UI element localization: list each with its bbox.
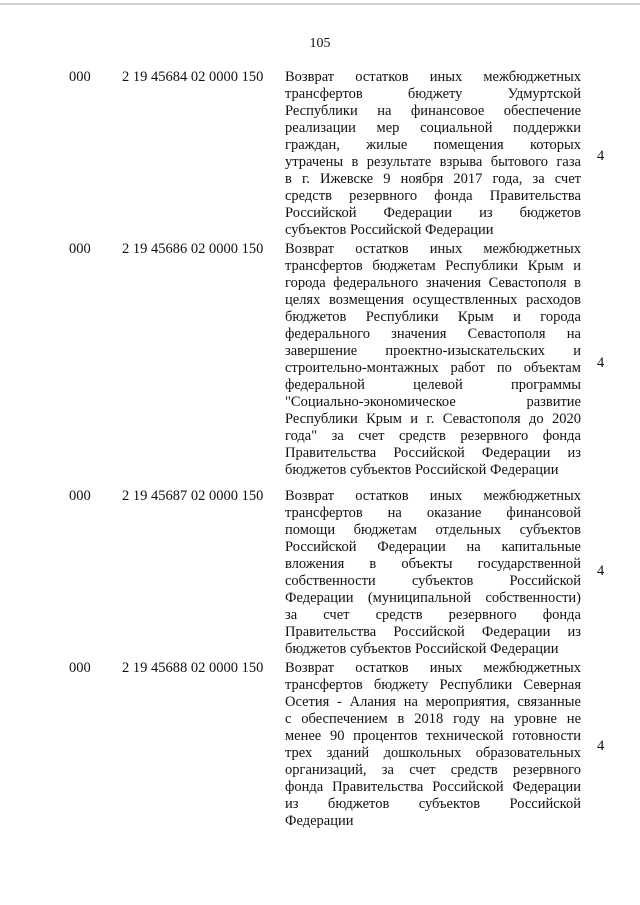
amount: 4 — [597, 148, 605, 164]
description-line: Федерации — [285, 813, 354, 829]
description-line: организаций, за счет средств резервного — [285, 762, 581, 778]
budget-classification-code: 2 19 45686 02 0000 150 — [122, 241, 264, 257]
description-line: с обеспечением в 2018 году на уровне не — [285, 711, 581, 727]
description-line: целях возмещения осуществленных расходов — [285, 292, 581, 308]
admin-code: 000 — [69, 69, 91, 85]
admin-code: 000 — [69, 488, 91, 504]
description-line: Федерации (муниципальной собственности) — [285, 590, 581, 606]
description-line: вложения в объекты государственной — [285, 556, 581, 572]
amount: 4 — [597, 738, 605, 754]
description-line: Правительства Российской Федерации из — [285, 445, 581, 461]
description-line: за счет средств резервного фонда — [285, 607, 581, 623]
description-line: города федерального значения Севастополя в — [285, 275, 581, 291]
description-line: Возврат остатков иных межбюджетных — [285, 488, 581, 504]
budget-classification-code: 2 19 45687 02 0000 150 — [122, 488, 264, 504]
description-line: субъектов Российской Федерации — [285, 222, 494, 238]
description-line: трансфертов на оказание финансовой — [285, 505, 581, 521]
description-line: из бюджетов субъектов Российской — [285, 796, 581, 812]
description-line: трансфертов бюджетам Республики Крым и — [285, 258, 581, 274]
description-line: бюджетов субъектов Российской Федерации — [285, 462, 559, 478]
description-line: федеральной целевой программы — [285, 377, 581, 393]
admin-code: 000 — [69, 241, 91, 257]
description-line: федерального значения Севастополя на — [285, 326, 581, 342]
description-line: строительно-монтажных работ по объектам — [285, 360, 581, 376]
description-line: Республики на финансовое обеспечение — [285, 103, 581, 119]
description-line: Российской Федерации на капитальные — [285, 539, 581, 555]
description-line: утрачены в результате взрыва бытового газа — [285, 154, 581, 170]
description-line: бюджетов Республики Крым и города — [285, 309, 581, 325]
description-line: в г. Ижевске 9 ноября 2017 года, за счет — [285, 171, 581, 187]
admin-code: 000 — [69, 660, 91, 676]
row-description — [285, 241, 581, 479]
description-line: Российской Федерации из бюджетов — [285, 205, 581, 221]
description-line: трех зданий дошкольных образовательных — [285, 745, 581, 761]
description-line: реализации мер социальной поддержки — [285, 120, 581, 136]
amount: 4 — [597, 355, 605, 371]
description-line: Возврат остатков иных межбюджетных — [285, 660, 581, 676]
row-description — [285, 69, 581, 239]
description-line: трансфертов бюджету Удмуртской — [285, 86, 581, 102]
description-line: бюджетов субъектов Российской Федерации — [285, 641, 559, 657]
page-number: 105 — [309, 36, 331, 51]
description-line: года" за счет средств резервного фонда — [285, 428, 581, 444]
scan-top-edge — [0, 3, 640, 5]
description-line: завершение проектно-изыскательских и — [285, 343, 581, 359]
description-line: Осетия - Алания на мероприятия, связанные — [285, 694, 581, 710]
description-line: фонда Правительства Российской Федерации — [285, 779, 581, 795]
description-line: собственности субъектов Российской — [285, 573, 581, 589]
description-line: средств резервного фонда Правительства — [285, 188, 581, 204]
description-line: Республики Крым и г. Севастополя до 2020 — [285, 411, 581, 427]
budget-classification-code: 2 19 45688 02 0000 150 — [122, 660, 264, 676]
description-line: Правительства Российской Федерации из — [285, 624, 581, 640]
description-line: граждан, жилые помещения которых — [285, 137, 581, 153]
description-line: Возврат остатков иных межбюджетных — [285, 241, 581, 257]
description-line: менее 90 процентов технической готовности — [285, 728, 581, 744]
row-description — [285, 488, 581, 658]
description-line: "Социально-экономическое развитие — [285, 394, 581, 410]
description-line: помощи бюджетам отдельных субъектов — [285, 522, 581, 538]
description-line: трансфертов бюджету Республики Северная — [285, 677, 581, 693]
row-description — [285, 660, 581, 830]
amount: 4 — [597, 563, 605, 579]
description-line: Возврат остатков иных межбюджетных — [285, 69, 581, 85]
budget-classification-code: 2 19 45684 02 0000 150 — [122, 69, 264, 85]
